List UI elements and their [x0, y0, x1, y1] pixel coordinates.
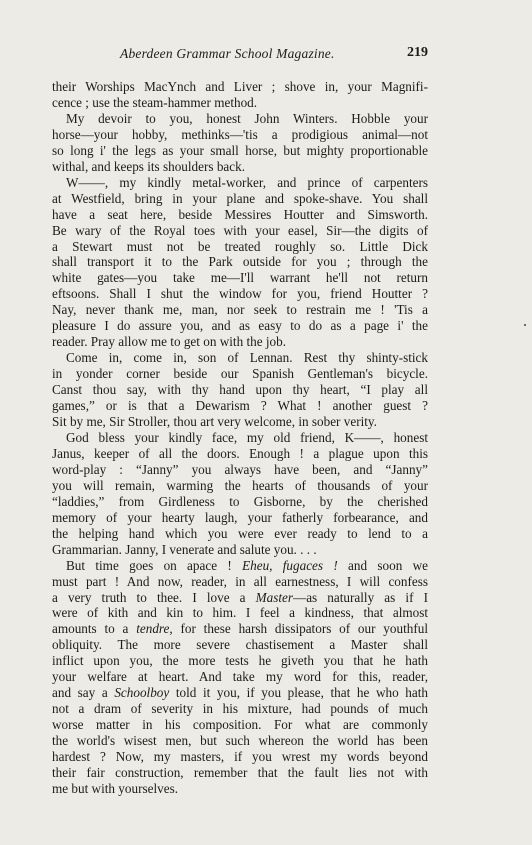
text-line: horse—your hobby, methinks—'tis a prodigious animal—not: [52, 126, 428, 142]
text-line: Come in, come in, son of Lennan. Rest thy shinty-stick: [66, 350, 428, 366]
text-line: Nay, never thank me, man, nor seek to restrain me ! 'Tis a: [52, 302, 428, 318]
text-line: their Worships MacYnch and Liver ; shove in, your Magnifi-: [52, 79, 428, 94]
text-line: withal, and keeps its shoulders back.: [52, 158, 246, 174]
text-line: you will remain, warming the hearts of thousands of your: [52, 477, 428, 493]
text-line: Be wary of the Royal toes with your easel, Sir—the digits of: [52, 222, 428, 238]
text-line: were of kith and kin to him. I feel a kindness, that almost: [52, 605, 428, 621]
text-line: the helping hand which you were ever ready to lend to a: [52, 525, 428, 541]
text-line: white gates—you take me—I'll warrant he'll not return: [52, 270, 428, 286]
text-line: hardest ? Now, my masters, if you wrest my words beyond: [52, 749, 428, 765]
text-line: have a seat here, beside Messires Houtter and Simsworth.: [52, 206, 428, 222]
text-line: your welfare at heart. And take my word for this, reader,: [52, 669, 428, 685]
running-title: Aberdeen Grammar School Magazine.: [120, 46, 335, 61]
text-line: so long i' the legs as your small horse, but mighty proportionable: [52, 142, 428, 158]
text-line: God bless your kindly face, my old friend, K——, honest: [66, 429, 428, 445]
text-line: not a dram of severity in his mixture, had pounds of much: [52, 701, 428, 717]
text-line: worse matter in his composition. For what are commonly: [52, 717, 428, 733]
text-line: amounts to a tendre, for these harsh dissipators of our youthful: [52, 621, 428, 637]
text-line: W——, my kindly metal-worker, and prince of carpenters: [66, 174, 428, 190]
italic-phrase: Master: [255, 589, 294, 605]
text-line: My devoir to you, honest John Winters. Hobble your: [66, 110, 428, 126]
text-line: games,” or is that a Dewarism ? What ! another guest ?: [52, 398, 428, 414]
text-line: me but with yourselves.: [52, 780, 178, 796]
margin-speck: [524, 324, 526, 326]
text-line: But time goes on apace ! Eheu, fugaces ! and soon we: [66, 557, 428, 573]
text-line: the world's wisest men, but such whereon the world has been: [52, 733, 428, 749]
text-line: inflict upon you, the more tests he giveth you that he hath: [52, 653, 428, 669]
text-line: must part ! And now, reader, in all earnestness, I will confess: [52, 573, 428, 589]
text-line: obliquity. The more severe chastisement a Master shall: [52, 637, 428, 653]
text-line: at Westfield, bring in your plane and spoke-shave. You shall: [52, 190, 428, 206]
text-line: a Stewart must not be treated roughly so. Little Dick: [52, 238, 428, 254]
text-line: their fair construction, remember that the fault lies not with: [52, 764, 428, 780]
text-line: memory of your hearty laugh, your fatherly forbearance, and: [52, 509, 428, 525]
italic-phrase: Eheu, fugaces !: [242, 557, 338, 573]
text-line: Janus, keeper of all the doors. Enough ! a plague upon this: [52, 445, 428, 461]
text-line: and say a Schoolboy told it you, if you please, that he who hath: [52, 685, 428, 701]
page-number: 219: [407, 45, 428, 60]
body-text: [52, 79, 428, 797]
text-line: “laddies,” from Girdleness to Gisborne, by the cherished: [52, 493, 428, 509]
text-line: cence ; use the steam-hammer method.: [52, 94, 258, 110]
text-line: Sit by me, Sir Stroller, thou art very welcome, in sober verity.: [52, 414, 377, 430]
page-header: [52, 46, 428, 66]
text-line: in yonder corner beside our Spanish Gentleman's bicycle.: [52, 366, 428, 382]
text-line: word-play : “Janny” you always have been, and “Janny”: [52, 461, 428, 477]
text-line: shall transport it to the Park outside for you ; through the: [52, 254, 428, 270]
text-line: reader. Pray allow me to get on with the job.: [52, 334, 287, 350]
text-line: Grammarian. Janny, I venerate and salute you. . . .: [52, 541, 317, 557]
text-line: Canst thou say, with thy hand upon thy heart, “I play all: [52, 382, 428, 398]
text-line: a very truth to thee. I love a Master—as naturally as if I: [52, 589, 428, 605]
text-line: pleasure I do assure you, and as easy to do as a page i' the: [52, 318, 428, 334]
italic-phrase: tendre: [136, 621, 170, 637]
text-line: eftsoons. Shall I shut the window for you, friend Houtter ?: [52, 286, 428, 302]
italic-phrase: Schoolboy: [114, 685, 170, 701]
